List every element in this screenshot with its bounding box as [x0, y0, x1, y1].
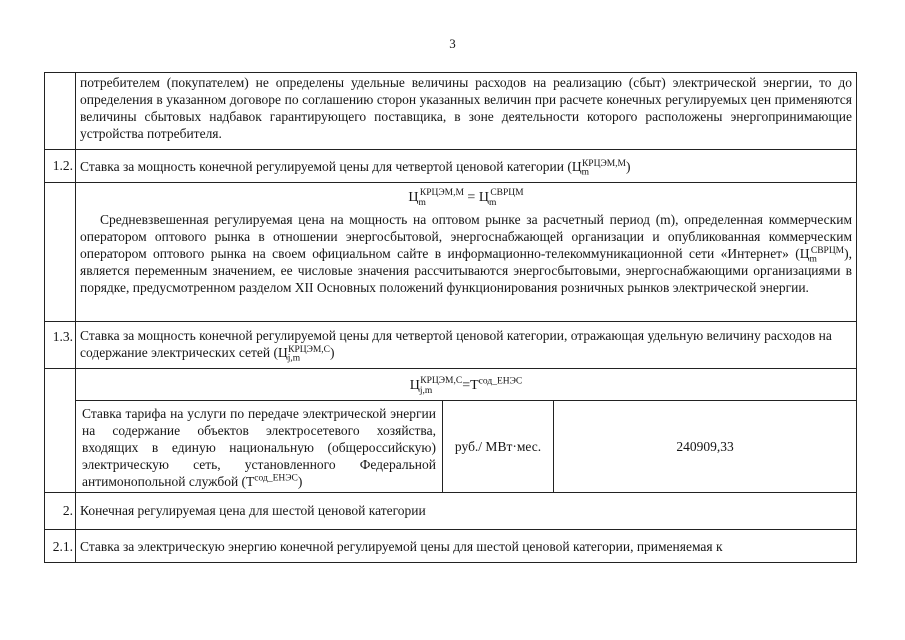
continuation-text: потребителем (покупателем) не определены удельные величины расходов на реализацию (сбыт) электрической энергии, то до определения в указанном договоре по соглашению сторон указанных величин при расчете конечных регулируемых цен применяются величины сбытовых надбавок гарантирующего поставщика, в зоне деятельности которого расположены энергопринимающие устройства потребителя. — [80, 75, 852, 141]
formula-1-2: $Ц_m^{КРЦЭМ,М} = Ц_m^{СВРЦМ}$ — [408, 188, 524, 208]
tariff-unit: руб./ МВт·мес. — [443, 401, 554, 492]
formula-1-3: $Ц_{j,m}^{КРЦЭМ,С}=Т^{сод\_ЕНЭС}$ — [409, 376, 523, 396]
row-1-2-description: Средневзвешенная регулируемая цена на мощность на оптовом рынке за расчетный период (m), определенная коммерческим оператором оптового рынка в отношении энергосбытовой, энергоснабжающей организации и опубликованная коммерческим оператором оптового рынка на своем официальном сайте в информационно-телекоммуникационной сети «Интернет» $(Ц_m^{СВРЦМ})$, является переменным значением, ее числовые значения рассчитываются энергосбытовыми, энергоснабжающими организациями в порядке, предусмотренном разделом XII Основных положений функционирования розничных рынков электрической энергии. — [80, 212, 852, 295]
table-row-continuation — [44, 72, 857, 150]
tariff-subtable — [76, 400, 856, 492]
tariff-table — [44, 72, 857, 563]
table-row-2 — [44, 493, 857, 530]
row-number-2-1: 2.1. — [45, 530, 76, 562]
row-1-2-body — [76, 183, 856, 321]
row-number-1-3: 1.3. — [45, 322, 76, 368]
row-number-1-2: 1.2. — [45, 150, 76, 182]
row-2-title: Конечная регулируемая цена для шестой ценовой категории — [80, 503, 426, 518]
row-1-3-body — [76, 369, 856, 492]
table-row-1-2-title — [44, 150, 857, 183]
table-row-1-3-title — [44, 322, 857, 369]
tariff-value: 240909,33 — [676, 439, 734, 454]
row-number-2: 2. — [45, 493, 76, 529]
row-2-1-title: Ставка за электрическую энергию конечной регулируемой цены для шестой ценовой категории, применяемая к — [80, 539, 723, 554]
table-row-2-1 — [44, 530, 857, 563]
row-1-2-title: Ставка за мощность конечной регулируемой цены для четвертой ценовой категории $(Ц_m^{КРЦЭМ,М})$ — [80, 158, 631, 178]
row-number-empty — [45, 73, 76, 149]
table-row-1-2-body — [44, 183, 857, 322]
row-number-empty — [45, 369, 76, 492]
table-row-1-3-body — [44, 369, 857, 493]
row-number-empty — [45, 183, 76, 321]
row-1-3-title: Ставка за мощность конечной регулируемой цены для четвертой ценовой категории, отражающая удельную величину расходов на содержание электрических сетей $(Ц_{j,m}^{КРЦЭМ,С})$ — [80, 328, 832, 364]
page-number: 3 — [449, 36, 456, 51]
tariff-description: Ставка тарифа на услуги по передаче электрической энергии на содержание объектов электросетевого хозяйства, входящих в единую национальную (общероссийскую) электрическую сеть, установленного Федеральной антимонопольной службой $(Т^{сод\_ЕНЭС})$ — [76, 401, 443, 492]
